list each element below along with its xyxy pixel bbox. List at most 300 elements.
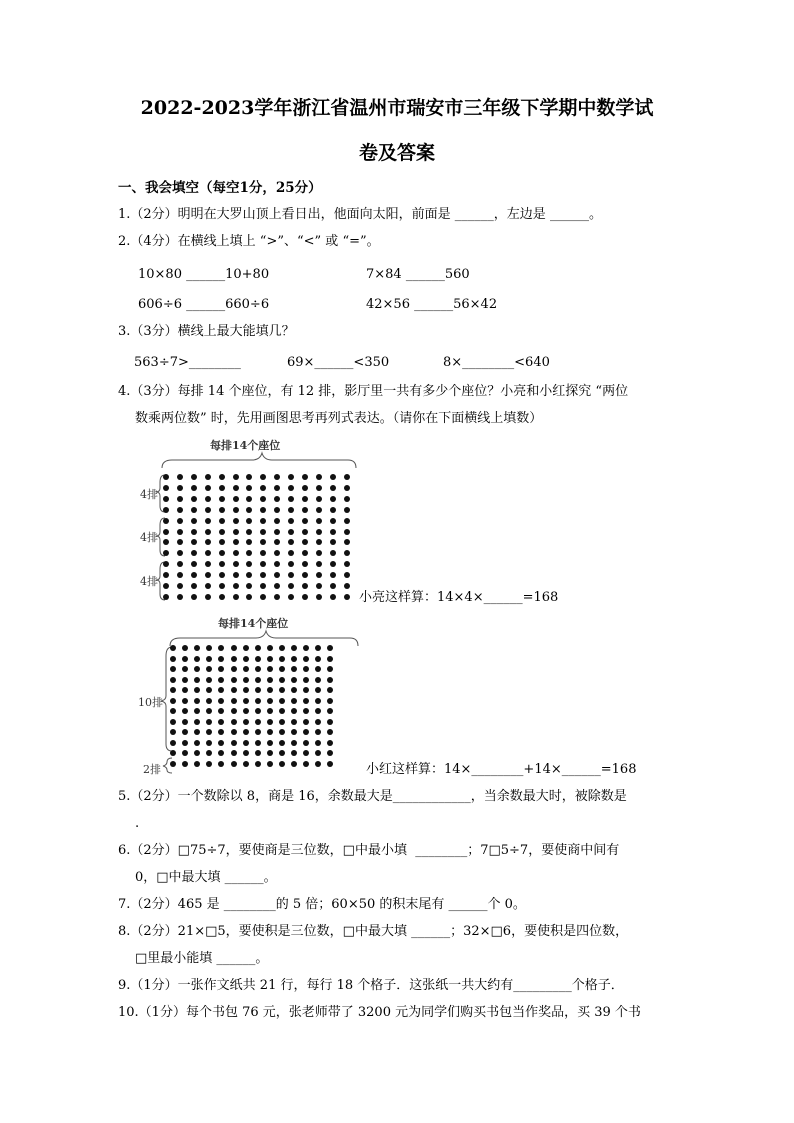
- seat-dot: [218, 645, 224, 651]
- seat-dot: [194, 677, 200, 683]
- seat-dot: [205, 572, 211, 578]
- seat-dot: [231, 698, 237, 704]
- seat-dot: [243, 645, 249, 651]
- seat-dot: [205, 518, 211, 524]
- seat-dot: [344, 529, 350, 535]
- seat-dot: [344, 572, 350, 578]
- seat-dot: [274, 496, 280, 502]
- seat-dot: [206, 750, 212, 756]
- seat-dot: [288, 485, 294, 491]
- seat-dot: [288, 507, 294, 513]
- seat-dot: [182, 687, 188, 693]
- seat-dot: [260, 518, 266, 524]
- seat-dot: [255, 698, 261, 704]
- seat-dot: [233, 572, 239, 578]
- seat-dot: [260, 594, 266, 600]
- seat-dot: [316, 485, 322, 491]
- seat-dot: [218, 708, 224, 714]
- seat-dot: [303, 750, 309, 756]
- seat-dot: [194, 740, 200, 746]
- seat-dot: [243, 708, 249, 714]
- seat-dot: [303, 761, 309, 767]
- seat-dot: [327, 698, 333, 704]
- seat-dot: [288, 550, 294, 556]
- seat-dot: [315, 656, 321, 662]
- seat-dot: [246, 518, 252, 524]
- seat-dot: [291, 698, 297, 704]
- seat-dot: [279, 645, 285, 651]
- seat-dot: [260, 507, 266, 513]
- seat-dot: [302, 572, 308, 578]
- question-3-b: 69×______<350: [287, 355, 390, 370]
- seat-dot: [246, 474, 252, 480]
- seat-dot: [218, 656, 224, 662]
- seat-dot: [177, 561, 183, 567]
- seat-dot: [233, 550, 239, 556]
- question-3-c: 8×________<640: [443, 355, 550, 370]
- seat-dot: [219, 583, 225, 589]
- seat-dot: [246, 485, 252, 491]
- seat-dot: [302, 594, 308, 600]
- seat-dot: [177, 496, 183, 502]
- seat-dot: [260, 474, 266, 480]
- seat-dot: [191, 550, 197, 556]
- seat-dot: [233, 485, 239, 491]
- seat-dot: [260, 529, 266, 535]
- seat-dot: [182, 750, 188, 756]
- seat-dot: [246, 561, 252, 567]
- seat-dot: [231, 729, 237, 735]
- seat-dot: [191, 496, 197, 502]
- seat-dot: [233, 583, 239, 589]
- seat-dot: [205, 529, 211, 535]
- seat-dot: [170, 698, 176, 704]
- seat-dot: [288, 572, 294, 578]
- seat-dot: [291, 656, 297, 662]
- seat-dot: [177, 474, 183, 480]
- seat-dot: [303, 729, 309, 735]
- seat-dot: [255, 708, 261, 714]
- question-2-c: 606÷6 ______660÷6: [138, 297, 270, 312]
- seat-dot: [170, 666, 176, 672]
- seat-dot: [255, 656, 261, 662]
- seat-dot: [274, 529, 280, 535]
- seat-dot: [330, 485, 336, 491]
- seat-dot: [274, 561, 280, 567]
- seat-dot: [267, 719, 273, 725]
- seat-dot: [243, 719, 249, 725]
- question-3-a: 563÷7>________: [134, 355, 241, 370]
- seat-dot: [291, 645, 297, 651]
- seat-dot: [194, 656, 200, 662]
- seat-dot: [177, 518, 183, 524]
- seat-dot: [219, 518, 225, 524]
- seat-dot: [315, 729, 321, 735]
- seat-dot: [302, 529, 308, 535]
- question-6-line2: 0，□中最大填 ______。: [135, 870, 277, 885]
- seat-dot: [330, 583, 336, 589]
- seat-dot: [163, 474, 169, 480]
- seat-dot: [274, 485, 280, 491]
- seat-dot: [260, 572, 266, 578]
- seat-dot: [267, 687, 273, 693]
- seat-dot: [194, 645, 200, 651]
- seat-dot: [191, 594, 197, 600]
- seat-dot: [327, 677, 333, 683]
- seat-dot: [170, 645, 176, 651]
- seat-dot: [231, 687, 237, 693]
- seat-dot: [344, 539, 350, 545]
- question-2-stem: 2.（4分）在横线上填上 “>”、“<” 或 “=”。: [118, 234, 380, 249]
- question-2-b: 7×84 ______560: [366, 267, 470, 282]
- seat-dot: [182, 719, 188, 725]
- seat-dot: [327, 750, 333, 756]
- seat-dot: [205, 594, 211, 600]
- seat-dot: [267, 677, 273, 683]
- seat-dot: [182, 666, 188, 672]
- seat-dot: [344, 496, 350, 502]
- seat-dot: [218, 687, 224, 693]
- figure2-caption: 小红这样算：14×________+14×______=168: [366, 762, 637, 777]
- seat-dot: [163, 507, 169, 513]
- seat-dot: [279, 761, 285, 767]
- seat-dot: [170, 719, 176, 725]
- seat-dot: [219, 496, 225, 502]
- seat-dot: [288, 474, 294, 480]
- seat-dot: [316, 583, 322, 589]
- seat-dot: [243, 729, 249, 735]
- seat-dot: [279, 729, 285, 735]
- seat-dot: [205, 496, 211, 502]
- seat-dot: [267, 645, 273, 651]
- seat-dot: [219, 572, 225, 578]
- seat-dot: [233, 474, 239, 480]
- seat-dot: [330, 507, 336, 513]
- seat-dot: [243, 750, 249, 756]
- seat-dot: [330, 529, 336, 535]
- seat-dot: [205, 583, 211, 589]
- seat-dot: [274, 518, 280, 524]
- seat-dot: [303, 708, 309, 714]
- seat-dot: [274, 550, 280, 556]
- seat-dot: [279, 677, 285, 683]
- figure1-top-brace: [160, 452, 360, 472]
- seat-dot: [205, 561, 211, 567]
- seat-dot: [194, 666, 200, 672]
- seat-dot: [302, 583, 308, 589]
- seat-dot: [194, 750, 200, 756]
- seat-dot: [194, 687, 200, 693]
- seat-dot: [330, 496, 336, 502]
- seat-dot: [170, 750, 176, 756]
- seat-dot: [330, 594, 336, 600]
- seat-dot: [182, 698, 188, 704]
- seat-dot: [231, 666, 237, 672]
- seat-dot: [344, 561, 350, 567]
- seat-dot: [218, 677, 224, 683]
- seat-dot: [327, 666, 333, 672]
- seat-dot: [246, 496, 252, 502]
- seat-dot: [177, 539, 183, 545]
- seat-dot: [205, 539, 211, 545]
- seat-dot: [177, 594, 183, 600]
- seat-dot: [218, 698, 224, 704]
- seat-dot: [327, 740, 333, 746]
- seat-dot: [267, 666, 273, 672]
- seat-dot: [255, 666, 261, 672]
- seat-dot: [288, 529, 294, 535]
- seat-dot: [327, 719, 333, 725]
- seat-dot: [302, 507, 308, 513]
- seat-dot: [233, 561, 239, 567]
- seat-dot: [316, 529, 322, 535]
- question-2-d: 42×56 ______56×42: [366, 297, 498, 312]
- seat-dot: [231, 761, 237, 767]
- seat-dot: [316, 594, 322, 600]
- seat-dot: [191, 474, 197, 480]
- seat-dot: [191, 539, 197, 545]
- seat-dot: [182, 645, 188, 651]
- seat-dot: [330, 572, 336, 578]
- seat-dot: [194, 729, 200, 735]
- seat-dot: [191, 518, 197, 524]
- seat-dot: [194, 761, 200, 767]
- seat-dot: [163, 572, 169, 578]
- seat-dot: [267, 750, 273, 756]
- seat-dot: [218, 729, 224, 735]
- seat-dot: [206, 740, 212, 746]
- seat-dot: [218, 761, 224, 767]
- question-8-line2: □里最小能填 ______。: [135, 951, 269, 966]
- seat-dot: [291, 677, 297, 683]
- seat-dot: [316, 539, 322, 545]
- seat-dot: [177, 583, 183, 589]
- seat-dot: [219, 485, 225, 491]
- seat-dot: [206, 666, 212, 672]
- seat-dot: [219, 561, 225, 567]
- seat-dot: [255, 645, 261, 651]
- seat-dot: [205, 474, 211, 480]
- seat-dot: [206, 761, 212, 767]
- question-8-line1: 8.（2分）21×□5，要使积是三位数，□中最大填 ______；32×□6，要使积是四位数，: [118, 924, 629, 939]
- seat-dot: [302, 485, 308, 491]
- seat-dot: [315, 719, 321, 725]
- seat-dot: [291, 719, 297, 725]
- seat-dot: [163, 539, 169, 545]
- seat-dot: [291, 708, 297, 714]
- seat-dot: [344, 474, 350, 480]
- question-9: 9.（1分）一张作文纸共 21 行，每行 18 个格子．这张纸一共大约有_________个格子．: [118, 978, 624, 993]
- seat-dot: [191, 507, 197, 513]
- seat-dot: [206, 698, 212, 704]
- seat-dot: [344, 594, 350, 600]
- seat-dot: [170, 656, 176, 662]
- seat-dot: [327, 656, 333, 662]
- seat-dot: [303, 719, 309, 725]
- seat-dot: [246, 529, 252, 535]
- seat-dot: [163, 561, 169, 567]
- seat-dot: [267, 740, 273, 746]
- seat-dot: [243, 666, 249, 672]
- seat-dot: [177, 485, 183, 491]
- seat-dot: [279, 750, 285, 756]
- seat-dot: [218, 666, 224, 672]
- seat-dot: [260, 561, 266, 567]
- seat-dot: [303, 740, 309, 746]
- seat-dot: [246, 572, 252, 578]
- seat-dot: [219, 474, 225, 480]
- seat-dot: [303, 666, 309, 672]
- seat-dot: [170, 687, 176, 693]
- seat-dot: [316, 518, 322, 524]
- question-10: 10.（1分）每个书包 76 元，张老师带了 3200 元为同学们购买书包当作奖品，买 39 个书: [118, 1005, 641, 1020]
- seat-dot: [267, 708, 273, 714]
- question-5-line1: 5.（2分）一个数除以 8，商是 16，余数最大是____________，当余数最大时，被除数是: [118, 789, 627, 804]
- seat-dot: [206, 656, 212, 662]
- question-4-line1: 4.（3分）每排 14 个座位，有 12 排，影厅里一共有多少个座位？小亮和小红探究 “两位: [118, 384, 629, 399]
- seat-dot: [302, 518, 308, 524]
- seat-dot: [344, 583, 350, 589]
- seat-dot: [170, 740, 176, 746]
- seat-dot: [255, 761, 261, 767]
- seat-dot: [177, 550, 183, 556]
- seat-dot: [218, 719, 224, 725]
- seat-dot: [218, 740, 224, 746]
- seat-dot: [302, 496, 308, 502]
- figure2-label: 每排14个座位: [218, 617, 289, 630]
- seat-dot: [260, 583, 266, 589]
- page-title: 2022-2023学年浙江省温州市瑞安市三年级下学期中数学试: [140, 97, 654, 119]
- seat-dot: [260, 485, 266, 491]
- seat-dot: [219, 529, 225, 535]
- seat-dot: [206, 687, 212, 693]
- question-3-stem: 3.（3分）横线上最大能填几？: [118, 324, 295, 339]
- seat-dot: [330, 550, 336, 556]
- page-title-cont: 卷及答案: [358, 142, 435, 164]
- figure1-group-label: 4排: [140, 531, 158, 544]
- seat-dot: [206, 677, 212, 683]
- seat-dot: [302, 550, 308, 556]
- seat-dot: [233, 594, 239, 600]
- seat-dot: [260, 550, 266, 556]
- seat-dot: [279, 719, 285, 725]
- seat-dot: [316, 561, 322, 567]
- seat-dot: [288, 561, 294, 567]
- seat-dot: [302, 474, 308, 480]
- seat-dot: [219, 594, 225, 600]
- seat-dot: [255, 677, 261, 683]
- seat-dot: [327, 708, 333, 714]
- seat-dot: [303, 656, 309, 662]
- seat-dot: [279, 708, 285, 714]
- seat-dot: [194, 698, 200, 704]
- seat-dot: [231, 656, 237, 662]
- seat-dot: [291, 750, 297, 756]
- seat-dot: [327, 729, 333, 735]
- seat-dot: [274, 583, 280, 589]
- seat-dot: [191, 561, 197, 567]
- seat-dot: [177, 572, 183, 578]
- seat-dot: [267, 698, 273, 704]
- seat-dot: [233, 539, 239, 545]
- seat-dot: [233, 518, 239, 524]
- seat-dot: [182, 740, 188, 746]
- seat-dot: [194, 708, 200, 714]
- seat-dot: [231, 645, 237, 651]
- seat-dot: [302, 539, 308, 545]
- seat-dot: [206, 708, 212, 714]
- seat-dot: [206, 719, 212, 725]
- seat-dot: [205, 485, 211, 491]
- seat-dot: [344, 518, 350, 524]
- seat-dot: [303, 677, 309, 683]
- seat-dot: [231, 719, 237, 725]
- seat-dot: [191, 485, 197, 491]
- seat-dot: [191, 583, 197, 589]
- seat-dot: [231, 708, 237, 714]
- seat-dot: [255, 740, 261, 746]
- seat-dot: [291, 666, 297, 672]
- seat-dot: [274, 539, 280, 545]
- seat-dot: [163, 496, 169, 502]
- seat-dot: [274, 594, 280, 600]
- seat-dot: [170, 708, 176, 714]
- question-6-line1: 6.（2分）□75÷7，要使商是三位数，□中最小填 ________；7□5÷7，要使商中间有: [118, 843, 620, 858]
- seat-dot: [206, 729, 212, 735]
- seat-dot: [255, 729, 261, 735]
- seat-dot: [315, 645, 321, 651]
- seat-dot: [170, 729, 176, 735]
- figure2-group-label: 2排: [143, 763, 161, 776]
- seat-dot: [246, 550, 252, 556]
- seat-dot: [231, 677, 237, 683]
- seat-dot: [302, 561, 308, 567]
- seat-dot: [206, 645, 212, 651]
- seat-dot: [279, 656, 285, 662]
- seat-dot: [182, 656, 188, 662]
- seat-dot: [243, 677, 249, 683]
- seat-dot: [177, 507, 183, 513]
- seat-dot: [288, 594, 294, 600]
- figure2-group-label: 10排: [138, 696, 163, 709]
- question-2-a: 10×80 ______10+80: [138, 267, 270, 282]
- question-7: 7.（2分）465 是 ________的 5 倍；60×50 的积末尾有 ______个 0。: [118, 897, 526, 912]
- seat-dot: [267, 656, 273, 662]
- seat-dot: [205, 507, 211, 513]
- seat-dot: [279, 698, 285, 704]
- seat-dot: [327, 687, 333, 693]
- seat-dot: [315, 677, 321, 683]
- seat-dot: [330, 518, 336, 524]
- seat-dot: [288, 539, 294, 545]
- seat-dot: [260, 539, 266, 545]
- seat-dot: [163, 583, 169, 589]
- seat-dot: [315, 708, 321, 714]
- seat-dot: [219, 550, 225, 556]
- seat-dot: [327, 645, 333, 651]
- seat-dot: [315, 698, 321, 704]
- seat-dot: [191, 572, 197, 578]
- seat-dot: [246, 594, 252, 600]
- seat-dot: [291, 729, 297, 735]
- seat-dot: [303, 645, 309, 651]
- seat-dot: [288, 518, 294, 524]
- seat-dot: [316, 507, 322, 513]
- seat-dot: [315, 687, 321, 693]
- seat-dot: [303, 698, 309, 704]
- seat-dot: [330, 474, 336, 480]
- seat-dot: [231, 750, 237, 756]
